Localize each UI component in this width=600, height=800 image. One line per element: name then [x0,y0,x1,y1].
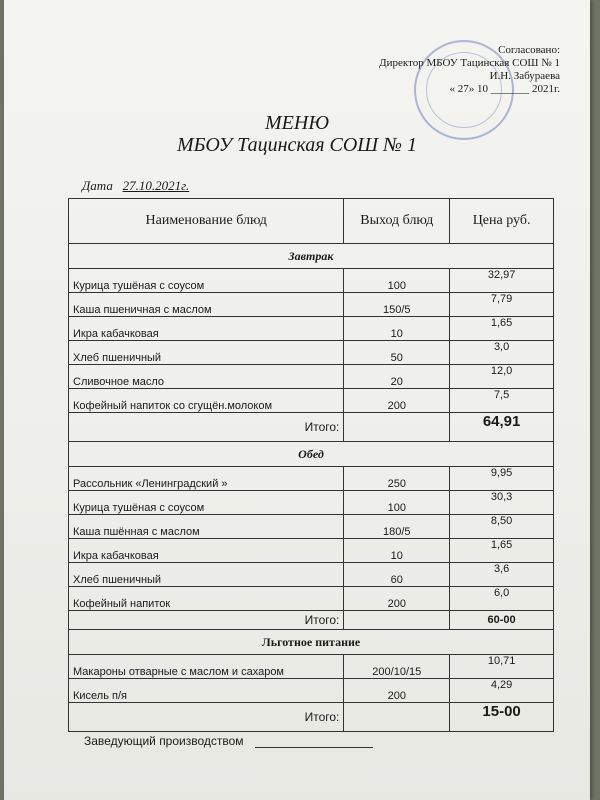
dish-output: 200/10/15 [344,655,450,679]
document-page [4,0,590,800]
dish-output: 200 [344,389,450,413]
dish-price: 30,3 [450,491,554,515]
table-row [69,389,554,413]
table-row [69,539,554,563]
table-row [69,269,554,293]
signature-blank [255,735,373,748]
approval-heading: Согласовано: [498,44,560,56]
date-value: 27.10.2021г. [122,178,190,193]
dish-price: 7,79 [450,293,554,317]
dish-name: Кисель п/я [69,679,344,703]
header-name: Наименование блюд [69,199,344,244]
title-school: МБОУ Тацинская СОШ № 1 [176,134,418,156]
table-row [69,491,554,515]
dish-output: 20 [344,365,450,389]
table-row [69,467,554,491]
section-benefit [69,630,554,655]
section-breakfast [69,244,554,269]
dish-name: Хлеб пшеничный [69,341,344,365]
menu-date [82,178,189,194]
total-label: Итого: [69,413,344,442]
dish-output: 250 [344,467,450,491]
dish-name: Кофейный напиток со сгущён.молоком [69,389,344,413]
dish-name: Икра кабачковая [69,539,344,563]
table-row [69,515,554,539]
section-title: Льготное питание [69,630,554,655]
dish-name: Кофейный напиток [69,587,344,611]
dish-price: 6,0 [450,587,554,611]
table-row [69,293,554,317]
dish-output: 60 [344,563,450,587]
total-value: 64,91 [450,413,554,442]
total-label: Итого: [69,611,344,630]
dish-price: 7,5 [450,389,554,413]
dish-output: 150/5 [344,293,450,317]
dish-name: Сливочное масло [69,365,344,389]
menu-table [68,198,554,732]
total-label: Итого: [69,703,344,732]
dish-price: 3,6 [450,563,554,587]
dish-price: 1,65 [450,317,554,341]
approval-name: И.Н. Забураева [489,70,560,82]
dish-output: 100 [344,491,450,515]
dish-output: 200 [344,587,450,611]
dish-output: 10 [344,317,450,341]
lunch-total-row [69,611,554,630]
total-empty-cell [344,611,450,630]
dish-name: Рассольник «Ленинградский » [69,467,344,491]
header-output: Выход блюд [344,199,450,244]
dish-output: 180/5 [344,515,450,539]
page-title [4,112,590,156]
breakfast-total-row [69,413,554,442]
total-empty-cell [344,703,450,732]
benefit-total-row [69,703,554,732]
dish-output: 50 [344,341,450,365]
table-row [69,655,554,679]
dish-name: Каша пшённая с маслом [69,515,344,539]
section-title: Завтрак [69,244,554,269]
dish-price: 8,50 [450,515,554,539]
dish-name: Курица тушёная с соусом [69,269,344,293]
header-price: Цена руб. [450,199,554,244]
dish-name: Икра кабачковая [69,317,344,341]
table-row [69,587,554,611]
table-row [69,317,554,341]
total-empty-cell [344,413,450,442]
title-menu: МЕНЮ [265,112,329,134]
dish-name: Хлеб пшеничный [69,563,344,587]
dish-output: 100 [344,269,450,293]
dish-price: 10,71 [450,655,554,679]
section-title: Обед [69,442,554,467]
dish-price: 32,97 [450,269,554,293]
dish-price: 3,0 [450,341,554,365]
table-row [69,679,554,703]
dish-name: Каша пшеничная с маслом [69,293,344,317]
dish-price: 12,0 [450,365,554,389]
table-row [69,365,554,389]
approval-date: « 27» 10 _______ 2021г. [449,83,560,95]
approval-block [330,44,560,96]
section-lunch [69,442,554,467]
signature-line [84,734,373,748]
total-value: 15-00 [450,703,554,732]
dish-price: 4,29 [450,679,554,703]
table-row [69,341,554,365]
dish-name: Макароны отварные с маслом и сахаром [69,655,344,679]
dish-output: 10 [344,539,450,563]
table-header-row [69,199,554,244]
total-value: 60-00 [450,611,554,630]
approval-director: Директор МБОУ Тацинская СОШ № 1 [379,57,560,69]
dish-price: 1,65 [450,539,554,563]
dish-output: 200 [344,679,450,703]
date-label: Дата [82,178,113,193]
footer-label: Заведующий производством [84,734,244,748]
dish-price: 9,95 [450,467,554,491]
dish-name: Курица тушёная с соусом [69,491,344,515]
table-row [69,563,554,587]
